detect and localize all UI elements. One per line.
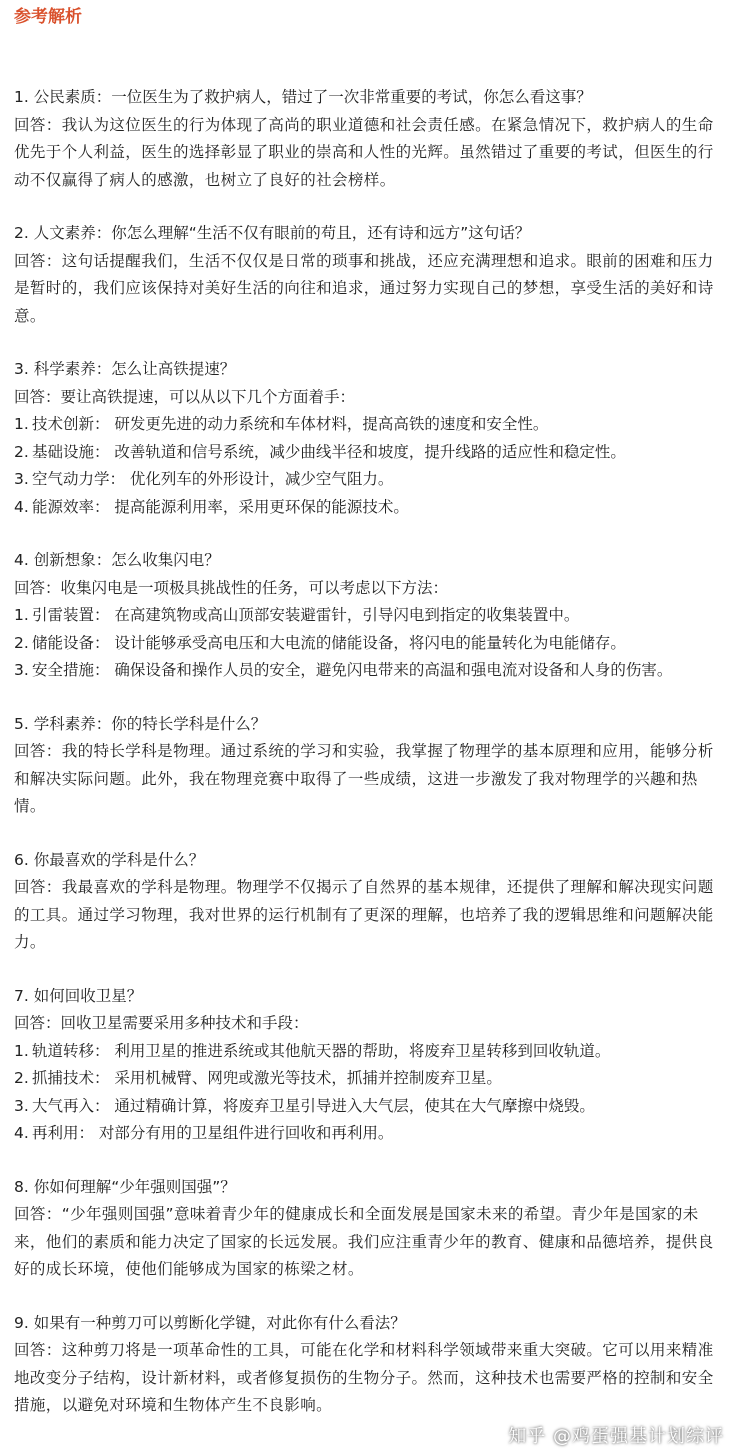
- list-item-text: 能源效率： 提高能源利用率，采用更环保的能源技术。: [32, 497, 409, 516]
- list-item: [14, 630, 728, 658]
- answer-text: 回答：“少年强则国强”意味着青少年的健康成长和全面发展是国家未来的希望。青少年是国家的未来，他们的素质和能力决定了国家的长远发展。我们应注重青少年的教育、健康和品德培养，提供良好的成长环境，使他们能够成为国家的栋梁之材。: [14, 1205, 714, 1278]
- answer-text: 回答：这句话提醒我们，生活不仅仅是日常的琐事和挑战，还应充满理想和追求。眼前的困难和压力是暂时的，我们应该保持对美好生活的向往和追求，通过努力实现自己的梦想，享受生活的美好和诗意。: [14, 251, 714, 325]
- list-item: [14, 602, 728, 630]
- list-item-number: 2.: [14, 442, 29, 461]
- list-item-number: 4.: [14, 1124, 29, 1142]
- list-item-text: 技术创新： 研发更先进的动力系统和车体材料，提高高铁的速度和安全性。: [32, 415, 549, 433]
- question-text: 7. 如何回收卫星？: [14, 986, 143, 1005]
- question-text: 4. 创新想象：怎么收集闪电？: [14, 551, 220, 569]
- list-item-text: 储能设备： 设计能够承受高电压和大电流的储能设备，将闪电的能量转化为电能储存。: [32, 633, 626, 652]
- qa-item-7: [14, 983, 728, 1148]
- qa-item-4: [14, 547, 728, 685]
- list-item-text: 基础设施： 改善轨道和信号系统，减少曲线半径和坡度，提升线路的适应性和稳定性。: [32, 442, 626, 461]
- qa-item-9: [14, 1310, 728, 1420]
- question-text: 8. 你如何理解“少年强则国强”？: [14, 1177, 236, 1196]
- list-item-number: 3.: [14, 470, 29, 488]
- list-item-text: 大气再入： 通过精确计算，将废弃卫星引导进入大气层，使其在大气摩擦中烧毁。: [32, 1096, 595, 1115]
- qa-item-6: [14, 847, 728, 957]
- question-text: 1. 公民素质：一位医生为了救护病人，错过了一次非常重要的考试，你怎么看这事？: [14, 88, 592, 106]
- list-item-number: 2.: [14, 1069, 29, 1087]
- qa-item-3: [14, 356, 728, 521]
- list-item-text: 再利用： 对部分有用的卫星组件进行回收和再利用。: [32, 1124, 394, 1142]
- list-item-number: 3.: [14, 661, 29, 679]
- answer-text: 回答：这种剪刀将是一项革命性的工具，可能在化学和材料科学领域带来重大突破。它可以用来精准地改变分子结构，设计新材料，或者修复损伤的生物分子。然而，这种技术也需要严格的控制和安全措施，以避免对环境和生物体产生不良影响。: [14, 1341, 714, 1414]
- list-item-text: 安全措施： 确保设备和操作人员的安全，避免闪电带来的高温和强电流对设备和人身的伤害。: [32, 661, 673, 679]
- list-item-text: 轨道转移： 利用卫星的推进系统或其他航天器的帮助，将废弃卫星转移到回收轨道。: [32, 1041, 611, 1060]
- qa-item-5: [14, 711, 728, 821]
- list-item: [14, 1093, 728, 1121]
- list-item-text: 抓捕技术： 采用机械臂、网兜或激光等技术，抓捕并控制废弃卫星。: [32, 1069, 502, 1087]
- qa-item-1: [14, 84, 728, 194]
- list-item: [14, 466, 728, 494]
- list-item-text: 引雷装置： 在高建筑物或高山顶部安装避雷针，引导闪电到指定的收集装置中。: [32, 606, 580, 624]
- list-item-number: 1.: [14, 606, 29, 624]
- qa-item-2: [14, 220, 728, 330]
- list-item: [14, 1065, 728, 1093]
- list-item-number: 3.: [14, 1096, 29, 1115]
- answer-text: 回答：收集闪电是一项极具挑战性的任务，可以考虑以下方法：: [14, 578, 449, 597]
- list-item-number: 2.: [14, 633, 29, 652]
- list-item-number: 1.: [14, 1041, 29, 1060]
- list-item: [14, 439, 728, 467]
- list-item-number: 1.: [14, 415, 29, 433]
- answer-text: 回答：我的特长学科是物理。通过系统的学习和实验，我掌握了物理学的基本原理和应用，能够分析和解决实际问题。此外，我在物理竞赛中取得了一些成绩，这进一步激发了我对物理学的兴趣和热情。: [14, 742, 714, 815]
- list-item: [14, 494, 728, 522]
- answer-text: 回答：我最喜欢的学科是物理。物理学不仅揭示了自然界的基本规律，还提供了理解和解决现实问题的工具。通过学习物理，我对世界的运行机制有了更深的理解，也培养了我的逻辑思维和问题解决能力。: [14, 878, 714, 951]
- question-text: 2. 人文素养：你怎么理解“生活不仅有眼前的苟且，还有诗和远方”这句话？: [14, 224, 531, 242]
- list-item-text: 空气动力学： 优化列车的外形设计，减少空气阻力。: [32, 470, 394, 488]
- question-text: 3. 科学素养：怎么让高铁提速？: [14, 360, 236, 378]
- answer-text: 回答：回收卫星需要采用多种技术和手段：: [14, 1014, 309, 1032]
- watermark: 知乎 @鸡蛋强基计划综评: [508, 1426, 724, 1447]
- article: [0, 6, 742, 1420]
- qa-item-8: [14, 1174, 728, 1284]
- list-item: [14, 657, 728, 685]
- question-text: 6. 你最喜欢的学科是什么？: [14, 850, 205, 869]
- list-item-number: 4.: [14, 497, 29, 516]
- list-item: [14, 1120, 728, 1148]
- section-heading: 参考解析: [14, 7, 82, 27]
- question-text: 9. 如果有一种剪刀可以剪断化学键，对此你有什么看法？: [14, 1313, 406, 1332]
- answer-text: 回答：我认为这位医生的行为体现了高尚的职业道德和社会责任感。在紧急情况下，救护病人的生命优先于个人利益，医生的选择彰显了职业的崇高和人性的光辉。虽然错过了重要的考试，但医生的行动不仅赢得了病人的感激，也树立了良好的社会榜样。: [14, 115, 714, 189]
- answer-text: 回答：要让高铁提速，可以从以下几个方面着手：: [14, 387, 356, 406]
- list-item: [14, 1038, 728, 1066]
- list-item: [14, 411, 728, 439]
- question-text: 5. 学科素养：你的特长学科是什么？: [14, 714, 267, 733]
